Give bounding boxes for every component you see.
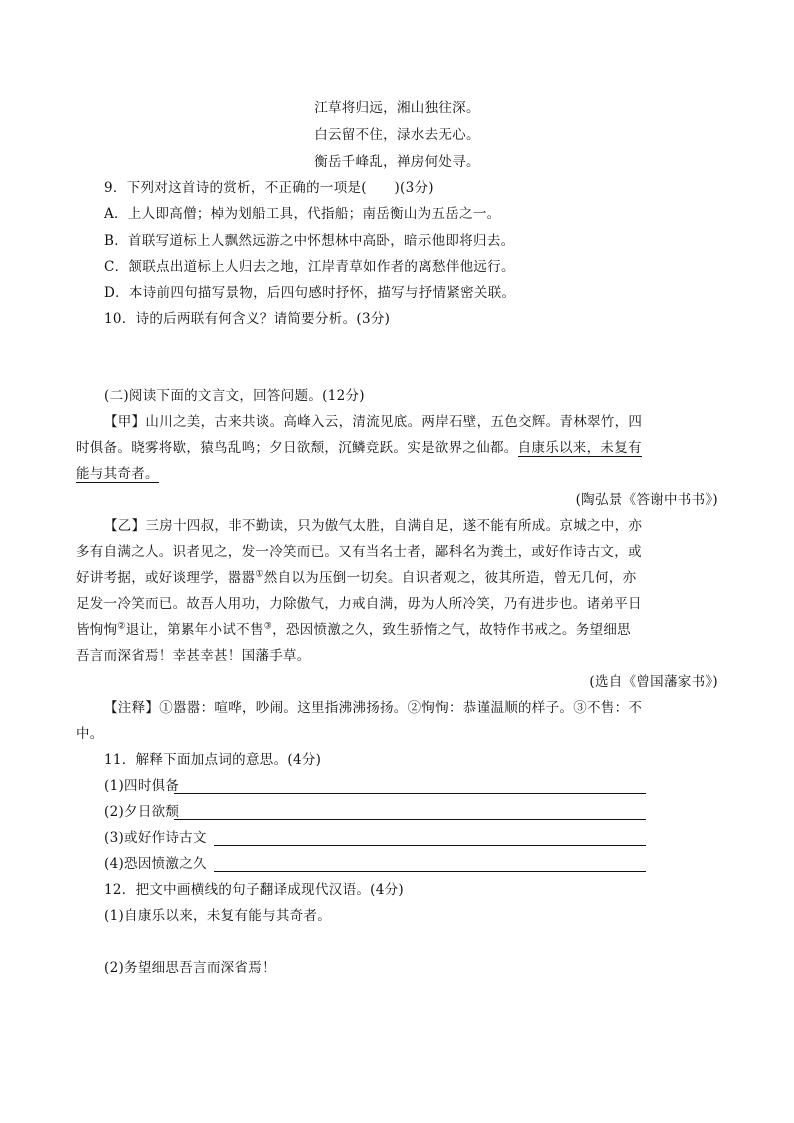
passage-yi-line-5-text-c: ，恐因愤激之久，致生骄惰之气，故特作书戒之。务望细思 xyxy=(272,622,631,638)
passage-yi-line-2: 多有自满之人。识者见之，发一冷笑而已。又有当名士者，鄙科名为粪土，或好作诗古文，或 xyxy=(76,544,642,560)
notes-line-1: 【注释】①嚣嚣：喧哗，吵闹。这里指沸沸扬扬。②恂恂：恭谨温顺的样子。③不售：不 xyxy=(104,700,643,716)
question-11-stem: 11．解释下面加点词的意思。(4分) xyxy=(104,752,322,768)
question-9-option-b: B．首联写道标上人飘然远游之中怀想林中高卧，暗示他即将归去。 xyxy=(104,233,515,249)
passage-jia-line-2 xyxy=(76,438,642,458)
question-12-item-2: (2)务望细思吾言而深省焉！ xyxy=(104,960,276,976)
question-11-item-1: (1)四时俱备 xyxy=(104,778,180,794)
question-9-option-c: C．颔联点出道标上人归去之地，江岸青草如作者的离愁伴他远行。 xyxy=(104,259,515,275)
question-9-stem: 9．下列对这首诗的赏析，不正确的一项是( )(3分) xyxy=(104,180,434,196)
passage-yi-line-3-text-b: 然自以为压倒一切矣。自识者观之，彼其所造，曾无几何，亦 xyxy=(263,570,637,586)
footnote-marker-1: ① xyxy=(255,569,264,580)
question-11-item-2: (2)夕日欲颓 xyxy=(104,804,180,820)
question-9-option-d: D．本诗前四句描写景物，后四句感时抒怀，描写与抒情紧密关联。 xyxy=(104,285,516,301)
poem-line-3: 衡岳千峰乱，禅房何处寻。 xyxy=(314,154,480,170)
question-9-option-a: A．上人即高僧；棹为划船工具，代指船；南岳衡山为五岳之一。 xyxy=(104,206,501,222)
question-11-item-4: (4)恐因愤激之久 xyxy=(104,856,207,872)
footnote-marker-3: ③ xyxy=(263,621,273,632)
question-12-stem: 12．把文中画横线的句子翻译成现代汉语。(4分) xyxy=(104,882,405,898)
passage-jia-source: (陶弘景《答谢中书书》) xyxy=(575,492,718,508)
answer-line-11-3[interactable] xyxy=(214,845,646,846)
passage-yi-source: (选自《曾国藩家书》) xyxy=(589,674,718,690)
footnote-marker-2: ② xyxy=(117,621,126,632)
section-2-heading: (二)阅读下面的文言文，回答问题。(12分) xyxy=(104,388,365,404)
poem-line-1: 江草将归远，湘山独往深。 xyxy=(314,100,480,116)
question-11-item-3: (3)或好作诗古文 xyxy=(104,830,207,846)
passage-yi-line-3 xyxy=(76,568,636,588)
answer-line-11-4[interactable] xyxy=(214,871,646,872)
passage-jia-line-3 xyxy=(76,464,159,484)
passage-yi-line-5-text-b: 退让，第累年小试不售 xyxy=(125,622,264,638)
question-12-item-1: (1)自康乐以来，未复有能与其奇者。 xyxy=(104,908,332,924)
answer-line-11-2[interactable] xyxy=(174,819,646,820)
passage-yi-line-3-text-a: 好讲考据，或好谈理学，嚣嚣 xyxy=(76,570,256,586)
underlined-sentence-part-2: 能与其奇者。 xyxy=(76,466,159,482)
passage-jia-line-1: 【甲】山川之美，古来共谈。高峰入云，清流见底。两岸石壁，五色交辉。青林翠竹，四 xyxy=(104,414,643,430)
notes-line-2: 中。 xyxy=(76,726,104,742)
question-10-stem: 10．诗的后两联有何含义？请简要分析。(3分) xyxy=(104,311,391,327)
underlined-sentence-part-1: 自康乐以来，未复有 xyxy=(517,440,642,456)
answer-line-11-1[interactable] xyxy=(174,793,646,794)
passage-yi-line-5 xyxy=(76,620,631,640)
passage-yi-line-4: 足发一冷笑而已。故吾人用功，力除傲气，力戒自满，毋为人所冷笑，乃有进步也。诸弟平日 xyxy=(76,596,642,612)
passage-yi-line-6: 吾言而深省焉！幸甚幸甚！国藩手草。 xyxy=(76,648,311,664)
passage-yi-line-1: 【乙】三房十四叔，非不勤读，只为傲气太胜，自满自足，遂不能有所成。京城之中，亦 xyxy=(104,518,643,534)
passage-yi-line-5-text-a: 皆恂恂 xyxy=(76,622,118,638)
poem-line-2: 白云留不住，渌水去无心。 xyxy=(314,127,480,143)
passage-jia-line-2-text: 时俱备。晓雾将歇，猿鸟乱鸣；夕日欲颓，沉鳞竞跃。实是欲界之仙都。 xyxy=(76,440,518,456)
